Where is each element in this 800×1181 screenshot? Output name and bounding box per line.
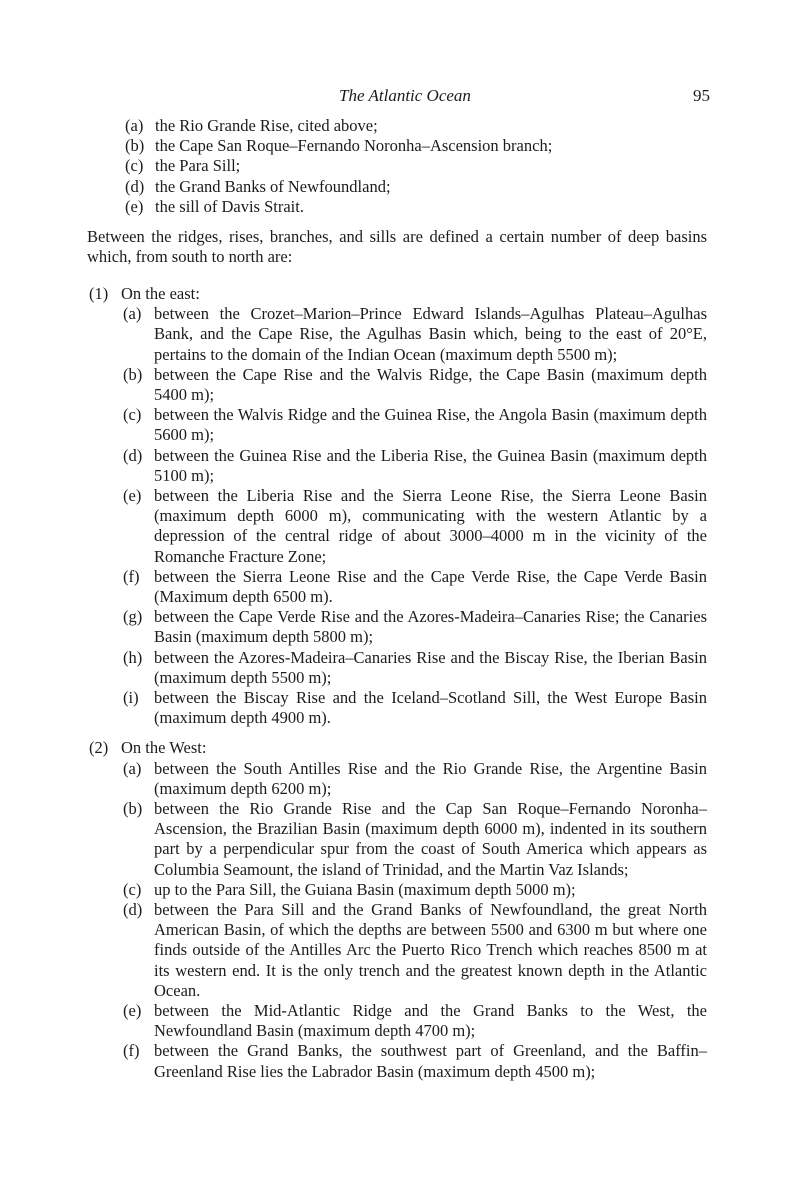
section-label: (1)	[89, 283, 109, 303]
item-label: (a)	[123, 758, 142, 778]
basin-list	[87, 759, 707, 1082]
west-basins-section	[87, 738, 707, 1081]
item-label: (g)	[123, 607, 143, 627]
item-label: (b)	[125, 136, 145, 156]
item-text: between the Guinea Rise and the Liberia Rise, the Guinea Basin (maximum depth 5100 m);	[154, 445, 707, 485]
list-item	[87, 446, 707, 486]
item-label: (h)	[123, 647, 143, 667]
section-title: On the east:	[121, 283, 200, 303]
item-label: (b)	[123, 364, 143, 384]
list-item	[87, 197, 707, 217]
running-head	[100, 86, 710, 108]
section-heading	[87, 284, 707, 304]
item-label: (a)	[123, 304, 142, 324]
list-item	[87, 759, 707, 799]
item-label: (f)	[123, 1041, 140, 1061]
list-item	[87, 900, 707, 1001]
list-item	[87, 607, 707, 647]
section-title: On the West:	[121, 738, 207, 758]
item-text: between the Walvis Ridge and the Guinea Rise, the Angola Basin (maximum depth 5600 m);	[154, 405, 707, 445]
basin-list	[87, 304, 707, 728]
item-label: (i)	[123, 687, 139, 707]
list-item	[87, 1041, 707, 1081]
list-item	[87, 1001, 707, 1041]
list-item	[87, 486, 707, 567]
item-label: (c)	[123, 405, 142, 425]
list-item	[87, 304, 707, 365]
sill-list	[87, 116, 707, 217]
list-item	[87, 799, 707, 880]
item-text: the sill of Davis Strait.	[155, 196, 304, 216]
item-text: between the Mid-Atlantic Ridge and the Grand Banks to the West, the Newfoundland Basin (maximum depth 4700 m);	[154, 1001, 707, 1041]
item-text: between the Rio Grande Rise and the Cap San Roque–Fernando Noronha–Ascension, the Brazilian Basin (maximum depth 6000 m), indented in its southern part by a perpendicular spur from the coast of South America which appears as Columbia Seamount, the island of Trinidad, and the Martin Vaz Islands;	[154, 799, 707, 879]
list-item	[87, 648, 707, 688]
page-body	[87, 116, 707, 1082]
item-text: between the Liberia Rise and the Sierra Leone Rise, the Sierra Leone Basin (maximum depth 6000 m), communicating with the western Atlantic by a depression of the central ridge of about 3000–4000 m in the vicinity of the Romanche Fracture Zone;	[154, 485, 707, 566]
item-text: between the Azores-Madeira–Canaries Rise and the Biscay Rise, the Iberian Basin (maximum depth 5500 m);	[154, 647, 707, 687]
section-label: (2)	[89, 738, 109, 758]
item-label: (e)	[123, 1001, 142, 1021]
item-label: (d)	[123, 900, 143, 920]
list-item	[87, 156, 707, 176]
running-title: The Atlantic Ocean	[339, 86, 471, 105]
list-item	[87, 880, 707, 900]
item-label: (a)	[125, 116, 144, 135]
item-text: between the Sierra Leone Rise and the Cape Verde Rise, the Cape Verde Basin (Maximum depth 6500 m).	[154, 566, 707, 606]
list-item	[87, 177, 707, 197]
item-label: (b)	[123, 799, 143, 818]
item-label: (e)	[123, 485, 142, 505]
section-heading	[87, 738, 707, 758]
item-text: between the Cape Verde Rise and the Azores-Madeira–Canaries Rise; the Canaries Basin (maximum depth 5800 m);	[154, 607, 707, 647]
item-text: between the Para Sill and the Grand Banks of Newfoundland, the great North American Basin, of which the depths are between 5500 and 6300 m but where one finds outside of the Antilles Arc the Puerto Rico Trench which reaches 8500 m at its western end. It is the only trench and the greatest known depth in the Atlantic Ocean.	[154, 900, 707, 1000]
intro-paragraph: Between the ridges, rises, branches, and sills are defined a certain number of deep basins which, from south to north are:	[87, 227, 707, 267]
item-label: (d)	[125, 176, 145, 196]
item-text: between the Grand Banks, the southwest part of Greenland, and the Baffin–Greenland Rise lies the Labrador Basin (maximum depth 4500 m);	[154, 1041, 707, 1081]
item-text: between the Biscay Rise and the Iceland–Scotland Sill, the West Europe Basin (maximum depth 4900 m).	[154, 687, 707, 728]
item-text: the Rio Grande Rise, cited above;	[155, 116, 378, 135]
list-item	[87, 688, 707, 728]
item-text: between the Cape Rise and the Walvis Ridge, the Cape Basin (maximum depth 5400 m);	[154, 364, 707, 404]
item-label: (e)	[125, 196, 144, 216]
east-basins-section	[87, 284, 707, 728]
page-number: 95	[693, 86, 710, 105]
item-label: (c)	[123, 879, 142, 899]
item-text: the Grand Banks of Newfoundland;	[155, 176, 391, 196]
item-text: the Cape San Roque–Fernando Noronha–Ascension branch;	[155, 136, 553, 156]
item-text: the Para Sill;	[155, 156, 241, 176]
list-item	[87, 365, 707, 405]
item-text: up to the Para Sill, the Guiana Basin (maximum depth 5000 m);	[154, 879, 576, 899]
item-label: (c)	[125, 156, 144, 176]
item-label: (f)	[123, 566, 140, 586]
item-label: (d)	[123, 445, 143, 465]
list-item	[87, 567, 707, 607]
item-text: between the South Antilles Rise and the Rio Grande Rise, the Argentine Basin (maximum depth 6200 m);	[154, 758, 707, 798]
list-item	[87, 116, 707, 136]
list-item	[87, 405, 707, 445]
item-text: between the Crozet–Marion–Prince Edward Islands–Agulhas Plateau–Agulhas Bank, and the Cape Rise, the Agulhas Basin which, being to the east of 20°E, pertains to the domain of the Indian Ocean (maximum depth 5500 m);	[154, 304, 707, 364]
list-item	[87, 136, 707, 156]
